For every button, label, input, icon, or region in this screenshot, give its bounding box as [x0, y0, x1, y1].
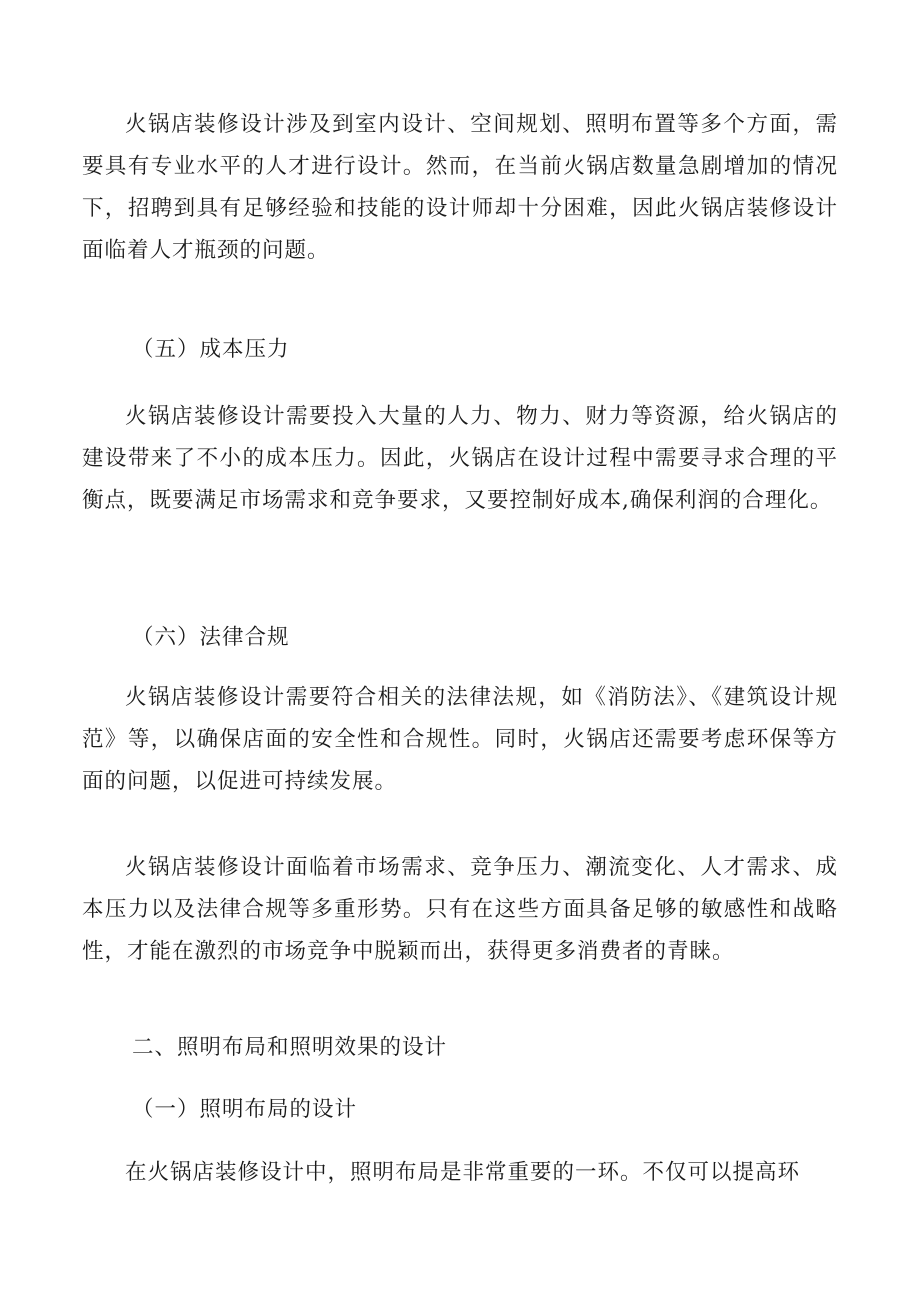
- section-heading-lighting-layout: （一）照明布局的设计: [132, 1097, 358, 1122]
- paragraph-summary: 火锅店装修设计面临着市场需求、竞争压力、潮流变化、人才需求、成本压力以及法律合规等多重形势。只有在这些方面具备足够的敏感性和战略性，才能在激烈的市场竞争中脱颖而出，获得更多消费者的青睐。: [82, 855, 838, 964]
- paragraph-talent-bottleneck: 火锅店装修设计涉及到室内设计、空间规划、照明布置等多个方面，需要具有专业水平的人才进行设计。然而，在当前火锅店数量急剧增加的情况下，招聘到具有足够经验和技能的设计师却十分困难，因此火锅店装修设计面临着人才瓶颈的问题。: [82, 112, 838, 263]
- chapter-heading-lighting-design: 二、照明布局和照明效果的设计: [132, 1035, 448, 1060]
- paragraph-cost-pressure: 火锅店装修设计需要投入大量的人力、物力、财力等资源，给火锅店的建设带来了不小的成本压力。因此，火锅店在设计过程中需要寻求合理的平衡点，既要满足市场需求和竞争要求，又要控制好成本,确保利润的合理化。: [82, 404, 838, 513]
- paragraph-legal-compliance: 火锅店装修设计需要符合相关的法律法规，如《消防法》、《建筑设计规范》等，以确保店面的安全性和合规性。同时，火锅店还需要考虑环保等方面的问题，以促进可持续发展。: [82, 685, 838, 794]
- section-heading-cost-pressure: （五）成本压力: [132, 337, 290, 362]
- paragraph-lighting-layout: 在火锅店装修设计中，照明布局是非常重要的一环。不仅可以提高环: [125, 1160, 801, 1185]
- section-heading-legal-compliance: （六）法律合规: [132, 625, 290, 650]
